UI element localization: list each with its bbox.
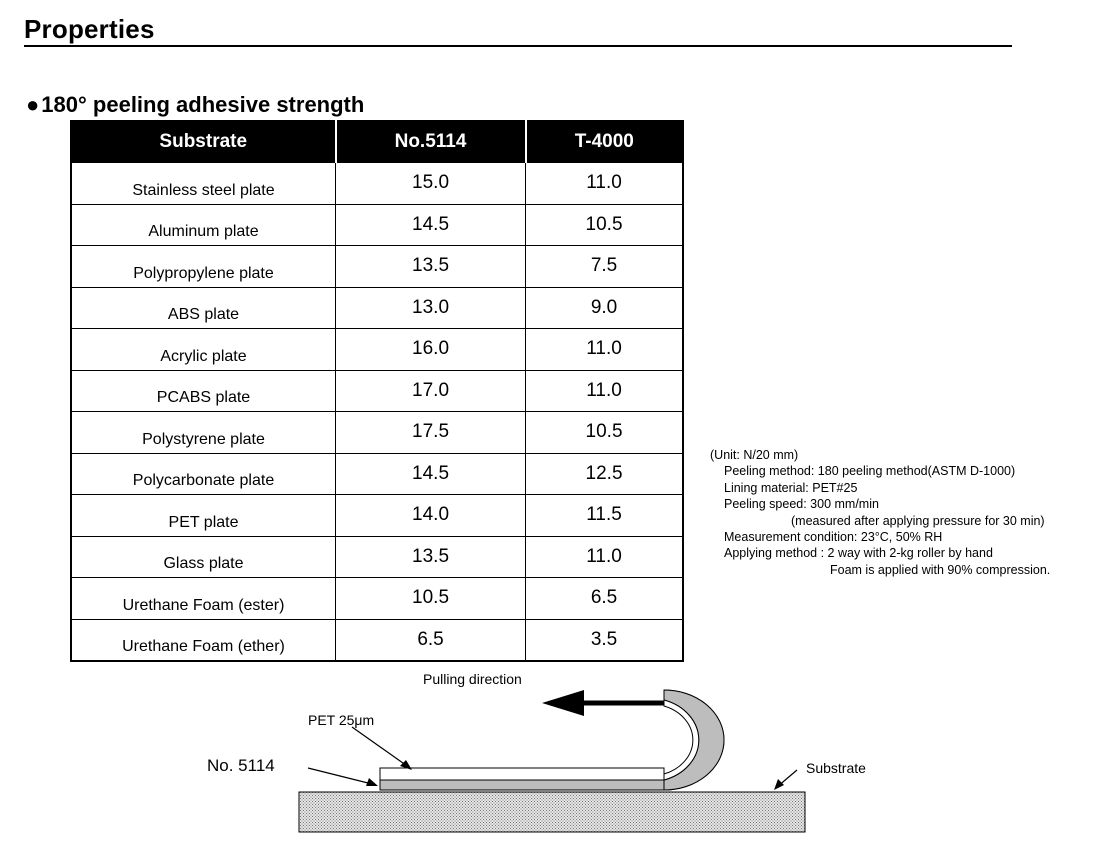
cell-substrate: PET plate <box>71 495 336 537</box>
cell-t4000: 3.5 <box>526 619 683 661</box>
cell-t4000: 10.5 <box>526 412 683 454</box>
page-title: Properties <box>24 14 155 44</box>
cell-substrate: Urethane Foam (ester) <box>71 578 336 620</box>
cell-no5114: 14.5 <box>336 204 526 246</box>
note-measurement-condition: Measurement condition: 23°C, 50% RH <box>724 530 943 545</box>
column-header-substrate: Substrate <box>71 121 336 163</box>
cell-no5114: 13.5 <box>336 246 526 288</box>
cell-no5114: 14.0 <box>336 495 526 537</box>
column-header-t4000: T-4000 <box>526 121 683 163</box>
cell-t4000: 7.5 <box>526 246 683 288</box>
tape-leader-line <box>308 768 372 784</box>
cell-substrate: Glass plate <box>71 536 336 578</box>
cell-t4000: 11.0 <box>526 329 683 371</box>
cell-substrate: Stainless steel plate <box>71 163 336 205</box>
pulling-direction-label: Pulling direction <box>423 671 522 687</box>
cell-no5114: 17.5 <box>336 412 526 454</box>
cell-no5114: 10.5 <box>336 578 526 620</box>
cell-substrate: Aluminum plate <box>71 204 336 246</box>
substrate-label: Substrate <box>806 760 866 776</box>
substrate-block <box>299 792 805 832</box>
cell-substrate: Polypropylene plate <box>71 246 336 288</box>
bullet-icon: ● <box>26 92 40 117</box>
cell-substrate: PCABS plate <box>71 370 336 412</box>
cell-no5114: 16.0 <box>336 329 526 371</box>
cell-t4000: 11.0 <box>526 536 683 578</box>
section-title: 180° peeling adhesive strength <box>41 92 365 117</box>
cell-t4000: 12.5 <box>526 453 683 495</box>
cell-t4000: 11.5 <box>526 495 683 537</box>
cell-no5114: 13.0 <box>336 287 526 329</box>
pet-label: PET 25μm <box>308 712 375 728</box>
cell-substrate: Urethane Foam (ether) <box>71 619 336 661</box>
cell-t4000: 11.0 <box>526 163 683 205</box>
note-applying-method: Applying method : 2 way with 2-kg roller by hand <box>724 546 993 561</box>
pet-leader-line <box>352 727 410 768</box>
note-lining-material: Lining material: PET#25 <box>724 480 858 495</box>
cell-no5114: 6.5 <box>336 619 526 661</box>
cell-t4000: 11.0 <box>526 370 683 412</box>
note-peeling-speed-detail: (measured after applying pressure for 30 min) <box>791 513 1045 528</box>
note-applying-detail: Foam is applied with 90% compression. <box>830 562 1051 577</box>
column-header-no5114: No.5114 <box>336 121 526 163</box>
cell-no5114: 17.0 <box>336 370 526 412</box>
note-unit: (Unit: N/20 mm) <box>710 448 799 462</box>
cell-substrate: Polystyrene plate <box>71 412 336 454</box>
pull-arrow-icon <box>542 690 584 716</box>
note-peeling-speed: Peeling speed: 300 mm/min <box>724 497 879 512</box>
cell-t4000: 6.5 <box>526 578 683 620</box>
cell-no5114: 13.5 <box>336 536 526 578</box>
note-peeling-method: Peeling method: 180 peeling method(ASTM D-1000) <box>724 464 1016 479</box>
cell-no5114: 14.5 <box>336 453 526 495</box>
cell-substrate: Polycarbonate plate <box>71 453 336 495</box>
tape-label: No. 5114 <box>207 756 275 775</box>
cell-substrate: Acrylic plate <box>71 329 336 371</box>
cell-no5114: 15.0 <box>336 163 526 205</box>
cell-substrate: ABS plate <box>71 287 336 329</box>
cell-t4000: 10.5 <box>526 204 683 246</box>
cell-t4000: 9.0 <box>526 287 683 329</box>
